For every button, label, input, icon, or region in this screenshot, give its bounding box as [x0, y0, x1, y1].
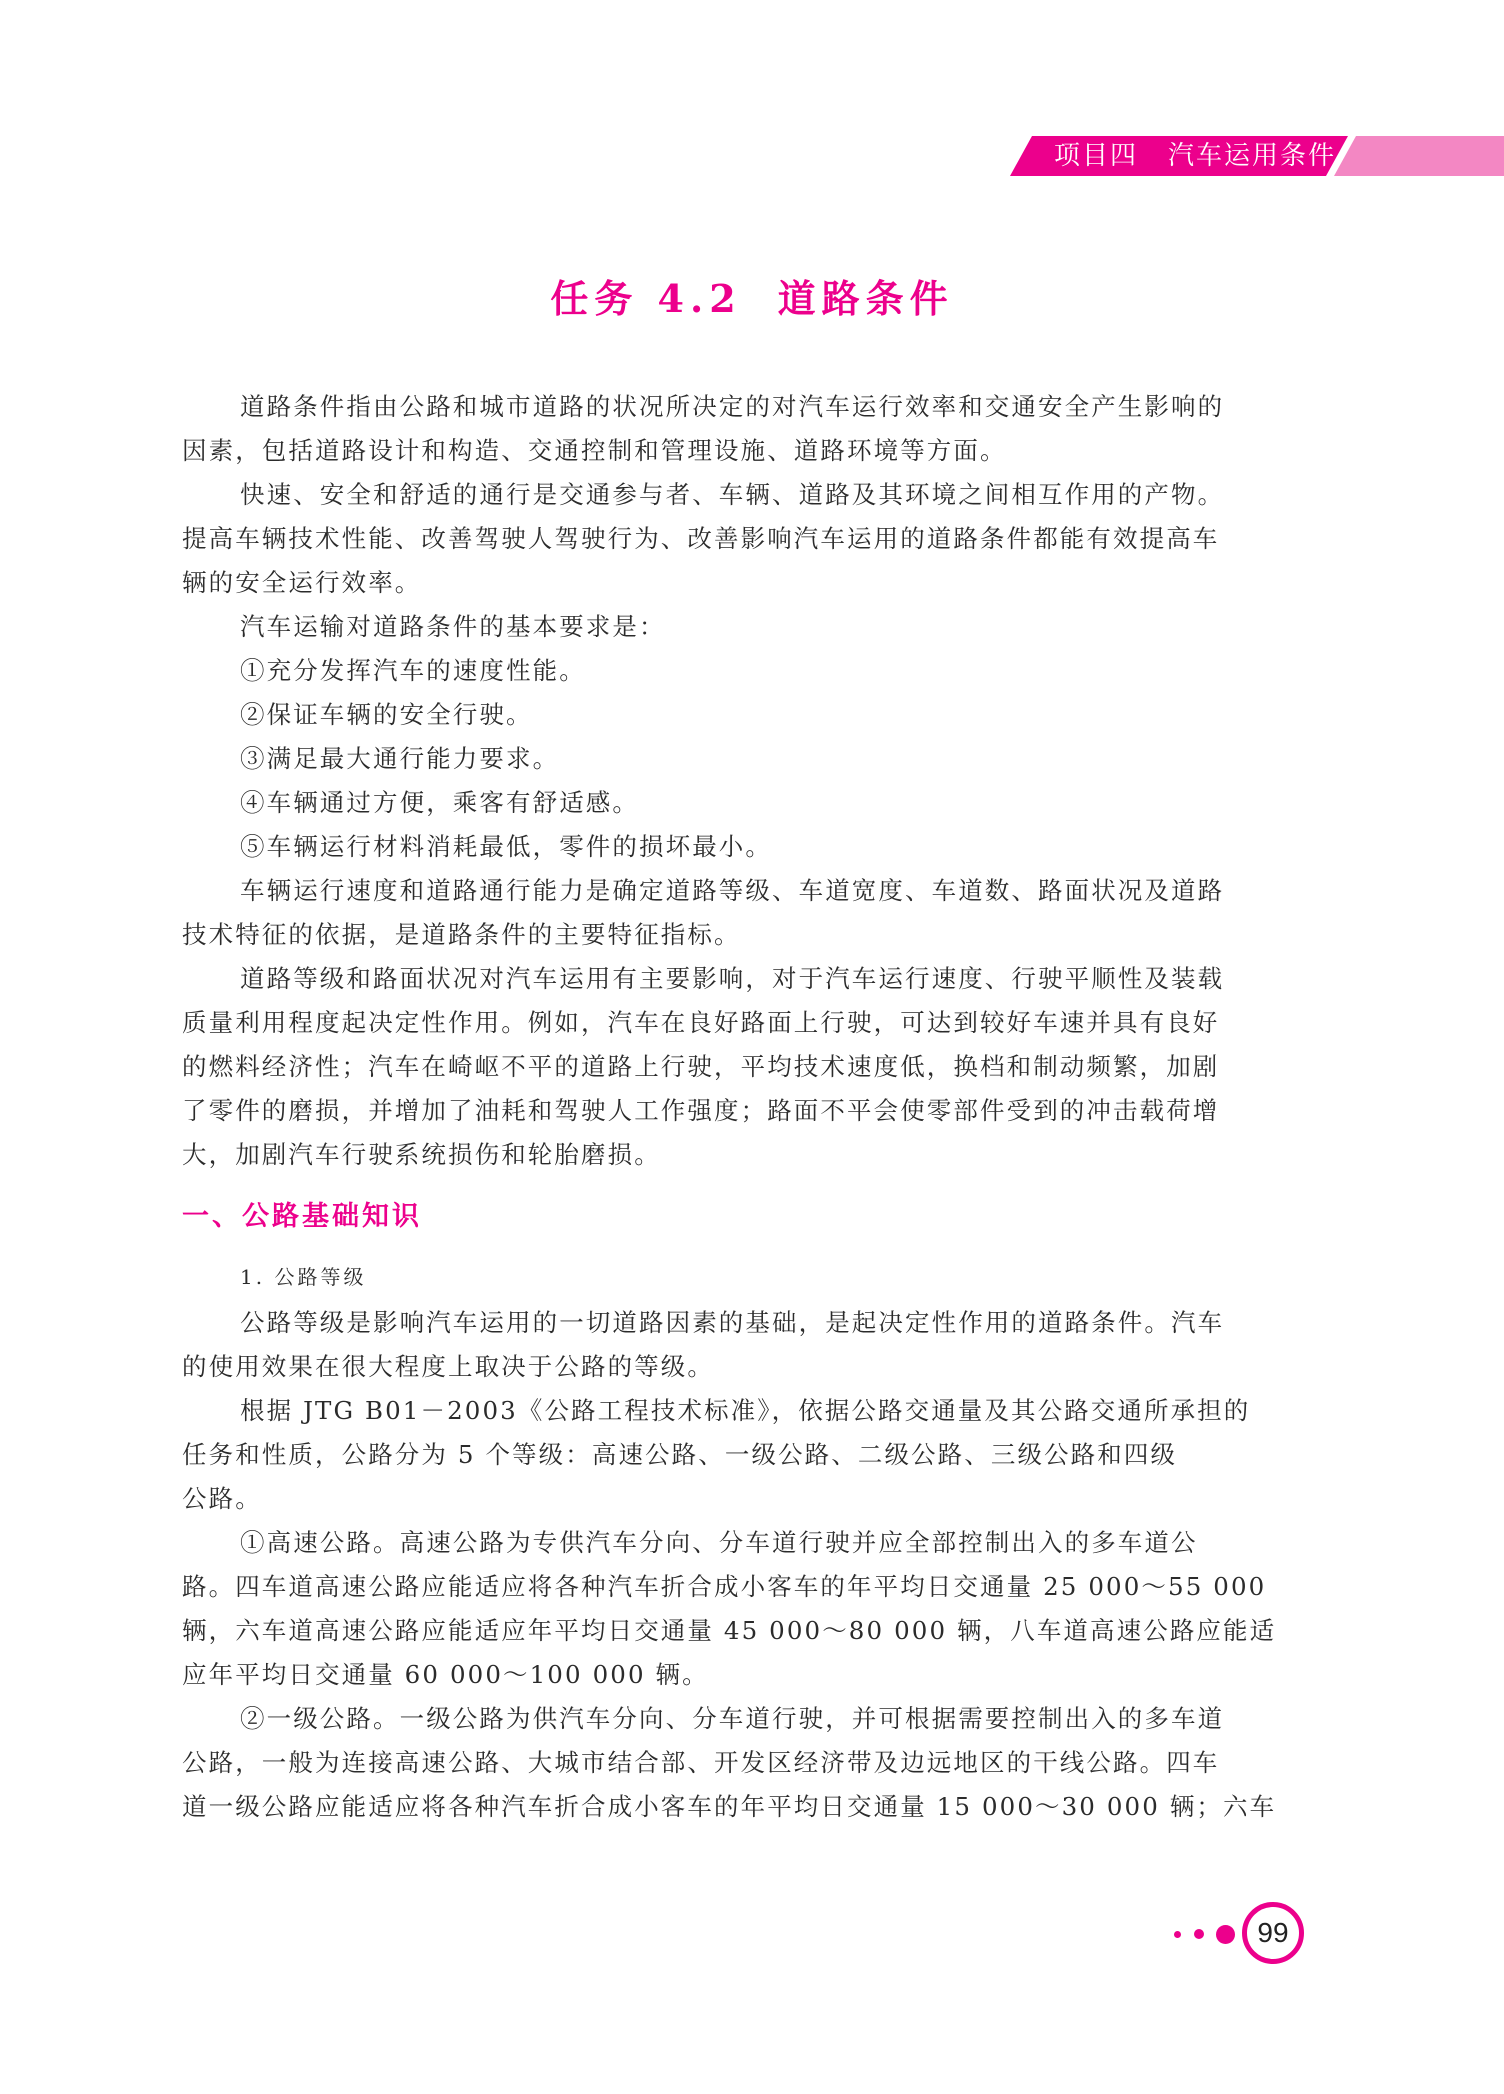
text-line: 道路条件指由公路和城市道路的状况所决定的对汽车运行效率和交通安全产生影响的 — [240, 392, 1225, 421]
text-line: 质量利用程度起决定性作用。例如，汽车在良好路面上行驶，可达到较好车速并具有良好 — [182, 1008, 1220, 1037]
text-line: 的燃料经济性；汽车在崎岖不平的道路上行驶，平均技术速度低，换档和制动频繁，加剧 — [182, 1052, 1220, 1081]
text-line: ①充分发挥汽车的速度性能。 — [240, 656, 586, 685]
text-line: 路。四车道高速公路应能适应将各种汽车折合成小客车的年平均日交通量 25 000～55 000 — [182, 1572, 1267, 1601]
text-line: 提高车辆技术性能、改善驾驶人驾驶行为、改善影响汽车运用的道路条件都能有效提高车 — [182, 524, 1220, 553]
header-chapter: 汽车运用条件 — [1168, 141, 1337, 171]
paragraph — [182, 1389, 1322, 1521]
text-line: 公路等级是影响汽车运用的一切道路因素的基础，是起决定性作用的道路条件。汽车 — [240, 1308, 1225, 1337]
decorative-dot-icon — [1216, 1925, 1235, 1944]
page-number-badge — [1160, 1902, 1320, 1972]
body-text — [182, 385, 1322, 1829]
paragraph — [182, 605, 1322, 649]
paragraph — [182, 473, 1322, 605]
paragraph — [182, 1697, 1322, 1829]
text-line: 因素，包括道路设计和构造、交通控制和管理设施、道路环境等方面。 — [182, 436, 1007, 465]
section-heading: 一、公路基础知识 — [182, 1201, 422, 1232]
text-line: ③满足最大通行能力要求。 — [240, 744, 560, 773]
text-line: 汽车运输对道路条件的基本要求是： — [240, 612, 666, 641]
title-name: 道路条件 — [777, 276, 954, 321]
decorative-dot-icon — [1194, 1929, 1204, 1939]
text-line: 的使用效果在很大程度上取决于公路的等级。 — [182, 1352, 714, 1381]
title-task: 任务 4.2 — [550, 276, 742, 321]
chapter-header-text — [1054, 138, 1336, 174]
paragraph — [182, 957, 1322, 1177]
page-title — [0, 268, 1504, 323]
requirement-item — [182, 693, 1322, 737]
text-line: 了零件的磨损，并增加了油耗和驾驶人工作强度；路面不平会使零部件受到的冲击载荷增 — [182, 1096, 1220, 1125]
text-line: ①高速公路。高速公路为专供汽车分向、分车道行驶并应全部控制出入的多车道公 — [240, 1528, 1198, 1557]
text-line: 任务和性质，公路分为 5 个等级：高速公路、一级公路、二级公路、三级公路和四级 — [182, 1440, 1178, 1469]
header-project: 项目四 — [1054, 141, 1139, 171]
text-line: 应年平均日交通量 60 000～100 000 辆。 — [182, 1660, 709, 1689]
requirement-item — [182, 781, 1322, 825]
text-line: 快速、安全和舒适的通行是交通参与者、车辆、道路及其环境之间相互作用的产物。 — [240, 480, 1225, 509]
paragraph — [182, 869, 1322, 957]
chapter-header-band — [1010, 136, 1504, 176]
text-line: 道一级公路应能适应将各种汽车折合成小客车的年平均日交通量 15 000～30 000 辆；六车 — [182, 1792, 1277, 1821]
text-line: 根据 JTG B01－2003《公路工程技术标准》，依据公路交通量及其公路交通所承担的 — [240, 1396, 1251, 1425]
text-line: 辆的安全运行效率。 — [182, 568, 422, 597]
text-line: 车辆运行速度和道路通行能力是确定道路等级、车道宽度、车道数、路面状况及道路 — [240, 876, 1225, 905]
text-line: 公路，一般为连接高速公路、大城市结合部、开发区经济带及边远地区的干线公路。四车 — [182, 1748, 1220, 1777]
text-line: ②保证车辆的安全行驶。 — [240, 700, 533, 729]
text-line: 大，加剧汽车行驶系统损伤和轮胎磨损。 — [182, 1140, 661, 1169]
requirement-item — [182, 737, 1322, 781]
text-line: 辆，六车道高速公路应能适应年平均日交通量 45 000～80 000 辆，八车道高速公路应能适 — [182, 1616, 1277, 1645]
requirement-item — [182, 825, 1322, 869]
page-number: 99 — [1242, 1902, 1304, 1964]
paragraph — [182, 385, 1322, 473]
text-line: ⑤车辆运行材料消耗最低，零件的损坏最小。 — [240, 832, 772, 861]
requirement-item — [182, 649, 1322, 693]
decorative-dot-icon — [1174, 1931, 1181, 1938]
paragraph — [182, 1301, 1322, 1389]
text-line: 公路。 — [182, 1484, 262, 1513]
text-line: ④车辆通过方便，乘客有舒适感。 — [240, 788, 639, 817]
sub-heading: 1. 公路等级 — [240, 1265, 367, 1289]
paragraph — [182, 1521, 1322, 1697]
text-line: ②一级公路。一级公路为供汽车分向、分车道行驶，并可根据需要控制出入的多车道 — [240, 1704, 1225, 1733]
text-line: 技术特征的依据，是道路条件的主要特征指标。 — [182, 920, 741, 949]
text-line: 道路等级和路面状况对汽车运用有主要影响，对于汽车运行速度、行驶平顺性及装载 — [240, 964, 1225, 993]
